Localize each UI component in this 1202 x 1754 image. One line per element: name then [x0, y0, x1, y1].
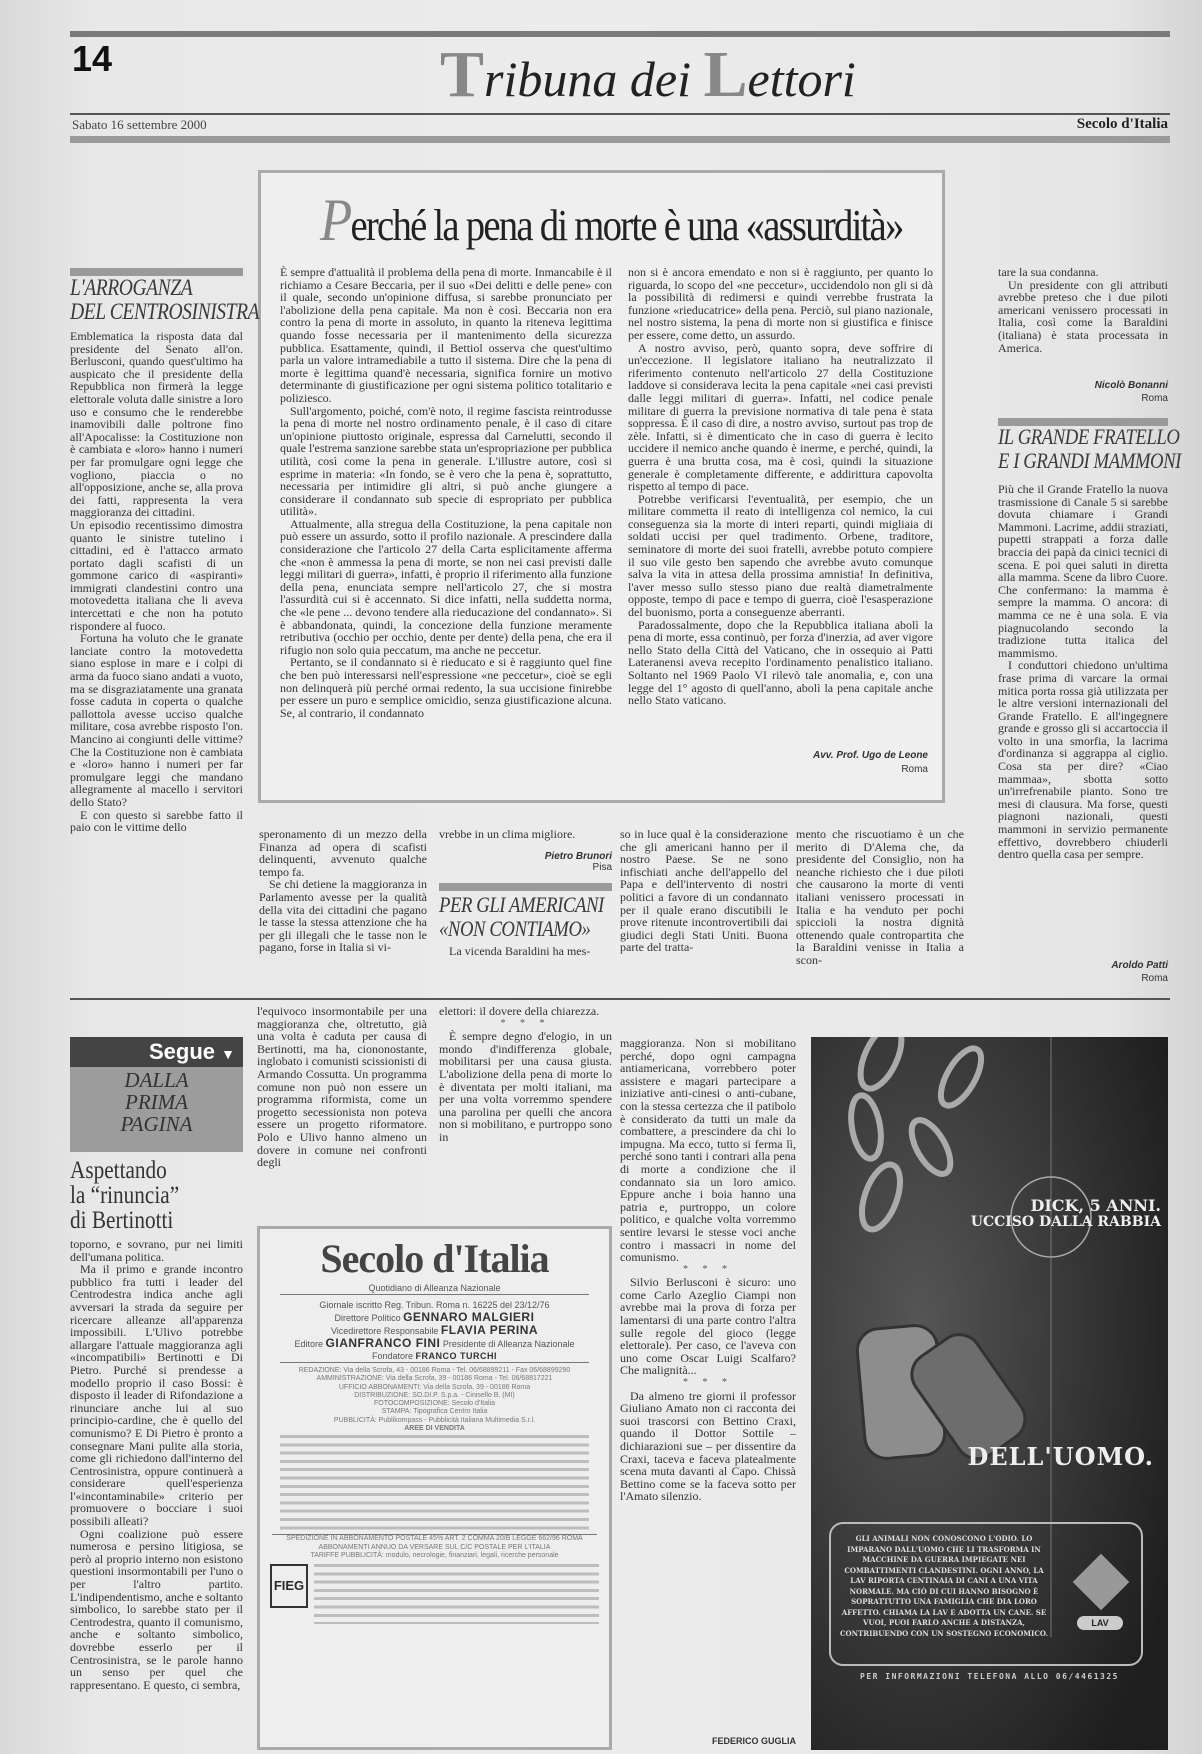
section-title-text-1: ribuna dei [484, 51, 704, 107]
fratello-body [998, 483, 1168, 943]
title-line: IL GRANDE FRATELLO [998, 424, 1180, 449]
top-rule [70, 31, 1170, 37]
paragraph: Un episodio recentissimo dimostra quanto le sinistre tutelino i cittadini, ed è l'attacco armato portato dagli scafisti di un gommone carico di «aspiranti» immigrati clandestini contro una motovedetta italiana che li aveva intercettati e che non ha potuto rispondere al fuoco. [70, 517, 243, 633]
paragraph: Fortuna ha voluto che le granate lanciate contro la motovedetta siano esplose in mare e i colpi di arma da fuoco siano andati a vuoto, ma se disgraziatamente una granata fosse caduta in coperta o qualche pallottola avesse ucciso qualche militare, cosa avrebbe risposto l'on. Mancino ai congiunti delle vittime? Che la Costituzione non è cambiata e «loro» hanno i numeri per far promulgare leggi che mandano allegramente al macello i servitori dello Stato? [70, 631, 243, 809]
continued-col4 [620, 1037, 796, 1732]
americani-city: Roma [1141, 393, 1168, 404]
left-letter-body [70, 330, 243, 980]
paragraph: Potrebbe verificarsi l'eventualità, per esempio, che un militare commetta il reato di intelligenza col nemico, la cui conseguenza sia la morte di interi reparti, quindi migliaia di soldati uccisi per quel tradimento. Orbene, traditore, seminatore di morte dei suoi fratelli, avrebbe potuto compiere il suo vile gesto ben sapendo che avrebbe avuto comunque salva la vita in attesa della prossima amnistia! In definitiva, l'aver messo sullo stesso piano due realtà diametralmente opposte, tempo di pace e tempo di guerra, cioè l'esasperazione del buonismo, porta a conseguenze aberranti. [628, 491, 933, 620]
paragraph: I conduttori chiedono un'ultima frase prima di varcare la ormai mitica porta rossa già utilizzata per le altre versioni internazionali del Grande Fratello. E all'ingegnere grande e grosso gli si accartoccia il volto in una smorfia, la lacrima d'ordinanza si aggrappa al ciglio. Cosa sta per dire? «Ciao mammaa», sbotta sotto un'irrefrenabile pianto. Sono tre mesi di clausura. Ma forse, questi piagnoni nazionali, questi mammoni in servizio permanente effettivo, dovrebbero chiuderli dentro quella casa per sempre. [998, 658, 1168, 862]
continued-title [70, 1158, 179, 1233]
paragraph: Più che il Grande Fratello la nuova trasmissione di Canale 5 si sarebbe dovuta chiamare i Grandi Mammoni. Lacrime, addii straziati, pupetti strappati a forza dalle braccia dei papà da cinici tecnici di scena. E poi quei saluti in diretta alla mamma. Scene da libro Cuore. Che confermano: la mamma è sempre la mamma. O ancora: di mamma ce ne è una sola. E via piagnucolando secondo la tradizione tutta italica del mammismo. [998, 483, 1168, 660]
title-line: PER GLI AMERICANI [439, 891, 604, 917]
title-line: DEL CENTROSINISTRA [70, 299, 260, 324]
left-letter-city: Pisa [592, 861, 612, 873]
americani-col2 [620, 828, 788, 980]
main-article-title [320, 186, 903, 255]
americani-col3 [796, 828, 964, 980]
footer-line: ABBONAMENTI ANNUO DA VERSARE SUL C/C POSTALE PER L'ITALIA [318, 1543, 551, 1551]
paragraph: Ogni coalizione può essere numerosa e persino litigiosa, se però al proprio interno non esistono questioni insormontabili per l'uno o per l'altro partito. L'indipendentismo, anche e soltanto simbolico, lo sarebbe stato per il Centrodestra, quanto il comunismo, anche e soltanto simbolico, dovrebbe esserlo per il Centrosinistra, se le parole hanno un senso per quel che rappresentano. E questo, ci sembra, [70, 1526, 243, 1692]
section-title [440, 38, 856, 111]
americani-title [439, 891, 604, 941]
arrow-down-icon: ▼ [221, 1046, 235, 1062]
masthead-info [260, 1367, 609, 1530]
publisher-name: GIANFRANCO FINI [325, 1336, 441, 1350]
paragraph: so in luce qual è la considerazione che gli americani hanno per il nostro Paese. Se ne sono infischiati anche dell'appello del Papa e dell'intervento di nostri politici a favore di un condannato per il quale erano discutibili le prove ritenute incontrovertibili dai giudici degli Stati Uniti. Buona parte del tratta- [620, 828, 788, 955]
left-letter-continuation [259, 828, 427, 980]
paragraph: tare la sua condanna. [998, 266, 1099, 279]
paragraph: Ma il primo e grande incontro pubblico fra tutti i leader del Centrodestra indica anche agli avversari la strada da seguire per ricercare alleanze all'apparenza impossibili. L'Ulivo potrebbe allargare l'attuale maggioranza agli «incompatibili» Bertinotti e Di Pietro. Purché si prendesse a modello proprio il caso Bossi: è disposto il leader di Rifondazione a rinunciare anche lui al suo principio-cardine, che è quello del comunismo? E Di Pietro è pronto a consegnare Mani pulite alla storia, come gli richiedono dall'interno del Centrosinistra, oppure continuerà a considerare quell'esperienza l'«incontaminabile» criterio per promuovere o bocciare i suoi possibili alleati? [70, 1262, 243, 1529]
ad-body: GLI ANIMALI NON CONOSCONO L'ODIO. LO IMPARANO DALL'UOMO CHE LI TRASFORMA IN MACCHINE DA GUERRA IMPIEGATE NEI COMBATTIMENTI CLANDESTINI. OGNI ANNO, LA LAV RIPORTA CENTINAIA DI CANI A UNA VITA NORMALE. MA CIÒ DI CUI HANNO BISOGNO È SOPRATTUTTO UNA FAMIGLIA CHE DIA LORO AFFETTO. CHIAMA LA LAV E ADOTTA UN CANE. SE VUOI, PUOI FARLO ANCHE A DISTANZA, CONTRIBUENDO CON UN SOSTEGNO ECONOMICO. [839, 1534, 1049, 1638]
lav-advertisement [811, 1037, 1168, 1750]
segue-label [70, 1037, 243, 1067]
vice-name: FLAVIA PERINA [440, 1323, 539, 1337]
footer-line: SPEDIZIONE IN ABBONAMENTO POSTALE 45% ART. 2 COMMA 20/B LEGGE 662/96 ROMA [286, 1535, 583, 1543]
info-line: STAMPA: Tipografica Centro Italia [381, 1408, 488, 1416]
headline-line: UCCISO DALLA RABBIA [970, 1214, 1161, 1230]
ad-headline [941, 1197, 1161, 1231]
paragraph: vrebbe in un clima migliore. [439, 828, 576, 841]
label: Fondatore [371, 1351, 413, 1361]
continued-author: FEDERICO GUGLIA [711, 1736, 796, 1746]
info-line: PUBBLICITÀ: Publikompass - Pubblicità Italiana Multimedia S.r.l. [333, 1416, 536, 1424]
americani-start [439, 945, 612, 958]
paragraph: Sull'argomento, poiché, com'è noto, il regime fascista reintrodusse la pena di morte nel nostro ordinamento penale, è il caso di citare un'opinione piuttosto originale, espressa dal Carnelutti, secondo il quale l'estrema sanzione sarebbe stata un'espropriazione per pubblica utilità, così come la pena in generale. L'illustre autore, così si esprime in materia: «In fondo, se è vero che la pena è, soprattutto, necessaria per intimidire gli altri, si può anche giungere a considerare il condannato sub specie di espropriato per pubblica utilità». [280, 403, 612, 519]
title-line: Aspettando [70, 1157, 167, 1184]
footer-filler [314, 1564, 599, 1624]
founder-name: FRANCO TURCHI [415, 1351, 498, 1361]
masthead-box [257, 1226, 612, 1750]
letter-column-2 [439, 828, 612, 980]
paragraph: speronamento di un mezzo della Finanza ad opera di scafisti delinquenti, avvenuto qualche tempo fa. [259, 828, 427, 879]
info-line: UFFICIO ABBONAMENTI: Via della Scrofa, 39 - 00186 Roma [338, 1383, 531, 1391]
main-article-city: Roma [901, 764, 928, 775]
paragraph: È sempre degno d'elogio, in un mondo d'indifferenza globale, mobilitarsi per una causa giusta. L'abolizione della pena di morte lo è diventata per molti italiani, ma per una volta vorremmo spendere una parolina per quelli che ancora non si mobilitano, e purtroppo sono in [439, 1029, 612, 1144]
label: Vicedirettore Responsabile [330, 1326, 439, 1336]
paragraph: A nostro avviso, però, quanto sopra, deve soffrire di un'eccezione. Il legislatore italiano ha neutralizzato il riferimento contenuto nell'articolo 27 della Costituzione laddove si considerava lecita la pena capitale «nei casi previsti dalle leggi militari di guerra». Infatti, nel codice penale militare di guerra la previsione normativa di tale pena è stata soppressa. È il caso di dire, a nostro avviso, surtout pas trop de zèle. Infatti, si è dimenticato che in caso di guerra è lecito uccidere il nemico anche quando è inerme, e perché, quindi, la guerra è una brutta cosa, ma è così, quindi la situazione generale è completamente differente, e addirittura capovolta rispetto al tempo di pace. [628, 340, 933, 494]
paragraph: È sempre d'attualità il problema della pena di morte. Inmancabile è il richiamo a Cesare Beccaria, per il suo «Dei delitti e delle pene» con il quale, secondo un'opinione diffusa, si sarebbe pronunciato per l'abolizione della pena capitale. Ma non è così. Beccaria non era contro la pena di morte in assoluto, in quanto la riteneva legittima quando fosse necessaria per il mantenimento della sicurezza pubblica. Esattamente, quindi, il Bettiol osserva che quest'ultimo parla un valore intramediabile a tutto il sistema. Dire che la pena di morte è legittima quand'è necessaria, significa fornire un motivo determinante di giustificazione per ogni sistema politico totalitario e poliziesco. [280, 266, 612, 405]
paragraph: Attualmente, alla stregua della Costituzione, la pena capitale non può essere un assurdo, sotto il profilo nazionale. A prescindere dalla considerazione che l'articolo 27 della Carta esplicitamente afferma che «non è ammessa la pena di morte, se non nei casi previsti dalle leggi militari di guerra», infatti, è proprio il riferimento alla funzione della pena, enunciata sempre nell'articolo 27, che si mostra l'assurdità cui si è accennato. Si dice infatti, nella suddetta norma, che «le pene ... devono tendere alla rieducazione del condannato». Si è abbandonata, quindi, la concezione della funzione meramente retributiva (occhio per occhio, dente per dente) della pena, che era il rifugio non solo quia peccatum, ma anche ne peccetur. [280, 516, 612, 657]
left-letter-title [70, 276, 259, 324]
fieg-logo: FIEG [270, 1564, 308, 1608]
separator: * * * [683, 1377, 733, 1389]
header-gray-bar [70, 136, 1170, 143]
issue-date: Sabato 16 settembre 2000 [72, 117, 207, 132]
masthead-name: Secolo d'Italia [320, 1236, 549, 1281]
paragraph: La vicenda Baraldini ha mes- [449, 944, 591, 958]
lav-logo-text: LAV [1077, 1616, 1123, 1630]
masthead-director [260, 1311, 609, 1324]
info-line: FOTOCOMPOSIZIONE: Secolo d'Italia [373, 1400, 496, 1408]
masthead-subtitle: Quotidiano di Alleanza Nazionale [280, 1282, 589, 1295]
separator: * * * [683, 1263, 733, 1275]
fratello-title [998, 425, 1181, 473]
masthead-footer [270, 1564, 599, 1624]
left-letter-author: Pietro Brunori [544, 850, 612, 862]
header-rule [70, 113, 1170, 115]
from-line: DALLA [124, 1068, 189, 1092]
footer-line: TARIFFE PUBBLICITÀ: modulo, necrologie, finanziari, legali, ricerche personale [310, 1551, 559, 1559]
section-title-text-2: ettori [747, 51, 856, 107]
info-filler [280, 1435, 589, 1530]
main-article-col2 [628, 266, 933, 744]
americani-author: Nicolò Bonanni [1094, 380, 1168, 391]
continued-col1 [70, 1238, 243, 1748]
title-line: E I GRANDI MAMMONI [998, 448, 1181, 473]
info-line: DISTRIBUZIONE: SO.DI.P. S.p.a. - Cinisello B. (MI) [354, 1391, 515, 1399]
section-divider [70, 998, 1170, 1000]
paragraph: l'equivoco insormontabile per una maggioranza che, oltretutto, già una volta è caduta per causa di Bertinotti, ma ha, ciononostante, inglobato i comunisti scissionisti di Armando Cossutta. Un programma comune non può non essere un programma riformista, come un progetto secessionista non poteva essere un progetto riformatore. Polo e Ulivo hanno almeno un dovere in comune nei confronti degli [257, 1005, 427, 1170]
title-line: «NON CONTIAMO» [439, 915, 591, 941]
label: Direttore Politico [334, 1313, 401, 1323]
from-line: PRIMA [125, 1090, 188, 1114]
left-letter-end [439, 828, 612, 841]
paragraph: non si è ancora emendato e non si è raggiunto, per quanto lo riguarda, lo scopo del «ne peccetur», uccidendolo non gli si dà la possibilità di redimersi e quindi verrebbe frustrata la funzione «rieducatrice» della pena. Perciò, sul piano nazionale, nel nostro sistema, la pena di morte non si giustifica e finisce per essere, come detto, un assurdo. [628, 266, 933, 342]
main-article-col1 [280, 266, 612, 794]
title-line: L'ARROGANZA [70, 275, 193, 300]
separator: * * * [500, 1017, 551, 1029]
segue-text: Segue [148, 1039, 216, 1064]
paragraph: E con questo si sarebbe fatto il paio con le vittime dello [70, 807, 243, 835]
section-title-initial-t: T [440, 38, 485, 111]
paragraph: Emblematica la risposta data dal presidente del Senato all'on. Berlusconi, quando quest'ultimo ha auspicato che il presidente della Repubblica non firmerà la legge elettorale voluta dalle sinistre a loro uso e consumo che le renderebbe inamovibili dalle poltrone fino all'Apocalisse: la Costituzione non è cambiata e «loro» hanno i numeri per far promulgare ogni legge che vogliono, piaccia o no all'opposizione, anche se, alla prova dei fatti, rappresenta la vera maggioranza dei cittadini. [70, 330, 243, 520]
director-name: GENNARO MALGIERI [403, 1310, 535, 1324]
heading-bar [439, 883, 612, 891]
paragraph: maggioranza. Non si mobilitano perché, dopo ogni campagna antiamericana, vorrebbero poter assistere e magari partecipare a iniziative anti-cinesi o anti-cubane, con la stessa certezza che il patibolo è considerato da tutti un male da combattere, a prescindere da chi lo impugna. Ma ecco, tutto si ferma lì, perché sono tanti i contrari alla pena di morte a condizione che il condannato sia un loro amico. Eppure anche i boia hanno una patria e, purtroppo, un colore politico, e qualche volta vorremmo sentire levarsi le stesse voci anche contro i massacri in nome del comunismo. [620, 1037, 796, 1265]
label: Presidente di Alleanza Nazionale [442, 1339, 575, 1349]
segue-box [70, 1037, 243, 1152]
from-front-page [70, 1069, 243, 1135]
continued-col3 [439, 1005, 612, 1210]
title-line: la “rinuncia” [70, 1182, 180, 1209]
paragraph: Se chi detiene la maggioranza in Parlamento avesse per la qualità della vita dei cittadini che pagano le tasse la stessa attenzione che ha per gli illegali che le tasse non le pagano, forse in Italia si vi- [259, 877, 427, 955]
ad-contact: PER INFORMAZIONI TELEFONA ALLO 06/4461325 [860, 1672, 1119, 1681]
masthead-founder [280, 1350, 589, 1363]
masthead-registration: Giornale iscritto Reg. Tribun. Roma n. 16225 del 23/12/76 [319, 1300, 550, 1310]
title-text: erché la pena di morte è una «assurdità» [350, 201, 903, 250]
label: Editore [294, 1339, 324, 1349]
americani-col4 [998, 266, 1168, 396]
paragraph: elettori: il dovere della chiarezza. [439, 1005, 600, 1018]
ad-info-box [829, 1522, 1143, 1666]
masthead-publisher [260, 1337, 609, 1350]
from-line: PAGINA [120, 1112, 193, 1136]
paragraph: Pertanto, se il condannato si è rieducato e si è raggiunto quel fine che ben può interessarsi nell'espressione «ne peccetur», cioè se egli non delinquerà più perché ormai redento, la sua uccisione finirebbe per essere un puro e semplice omicidio, senza giustificazione alcuna. Se, al contrario, il condannato [280, 655, 612, 720]
title-line: di Bertinotti [70, 1207, 174, 1234]
continued-col2 [257, 1005, 427, 1210]
info-line: REDAZIONE: Via della Scrofa, 43 - 00186 Roma - Tel. 06/68899211 - Fax 06/68899290 [298, 1367, 571, 1374]
fratello-author: Aroldo Patti [1111, 960, 1168, 971]
ad-tagline: DELL'UOMO. [967, 1442, 1154, 1471]
paragraph: Paradossalmente, dopo che la Repubblica italiana abolì la pena di morte, essa continuò, per forza d'inerzia, ad aver vigore nello Stato della Città del Vaticano, che in ossequio ai Patti Lateranensi aveva recepito l'ordinamento penalistico italiano. Soltanto nel 1969 Paolo VI rilevò tale anomalia, e, con una legge del 1° agosto di quell'anno, abolì la pena capitale anche nello Stato vaticano. [628, 617, 933, 708]
main-article-author: Avv. Prof. Ugo de Leone [812, 750, 928, 761]
paragraph: toporno, e sovrano, pur nei limiti dell'umana politica. [70, 1238, 243, 1264]
paragraph: mento che riscuotiamo è un che merito di D'Alema che, da presidente del Consiglio, non ha neanche richiesto che i due piloti che causarono la morte di venti italiani venissero processati in Italia e ha venduto per pochi spiccioli la nostra dignità ottenendo quale contropartita che la Baraldini venisse in Italia a scon- [796, 828, 964, 967]
headline-line: DICK, 5 ANNI. [1030, 1196, 1161, 1215]
lav-logo [1073, 1554, 1130, 1611]
section-title-initial-l: L [703, 38, 748, 111]
newspaper-name: Secolo d'Italia [1076, 116, 1168, 132]
info-line: AREE DI VENDITA [404, 1425, 465, 1433]
fratello-city: Roma [1141, 973, 1168, 984]
paragraph: Silvio Berlusconi è sicuro: uno come Carlo Azeglio Ciampi non avrebbe mai la prova di forza per lamentarsi di una parte contro l'altra sulle regole del gioco (legge elettorale). Per caso, ce l'aveva con uno come Oscar Luigi Scalfaro? Che malignità... [620, 1275, 796, 1378]
paragraph: Un presidente con gli attributi avrebbe preteso che i due piloti americani venissero processati in Italia, così come la Baraldini (italiana) è stata processata in America. [998, 277, 1168, 355]
info-line: AMMINISTRAZIONE: Via della Scrofa, 39 - 00186 Roma - Tel. 06/68817221 [316, 1375, 553, 1383]
title-initial: P [320, 187, 351, 253]
paragraph: Da almeno tre giorni il professor Giuliano Amato non ci racconta dei suoi trascorsi con Bettino Craxi, quando il Dottor Sottile – dichiarazioni sue – per dissentire da Craxi, taceva e faceva platealmente scena muta davanti al Capo. Chissà Bettino come se la faceva sotto per l'Amato silenzio. [620, 1388, 796, 1504]
page-number: 14 [72, 38, 113, 79]
